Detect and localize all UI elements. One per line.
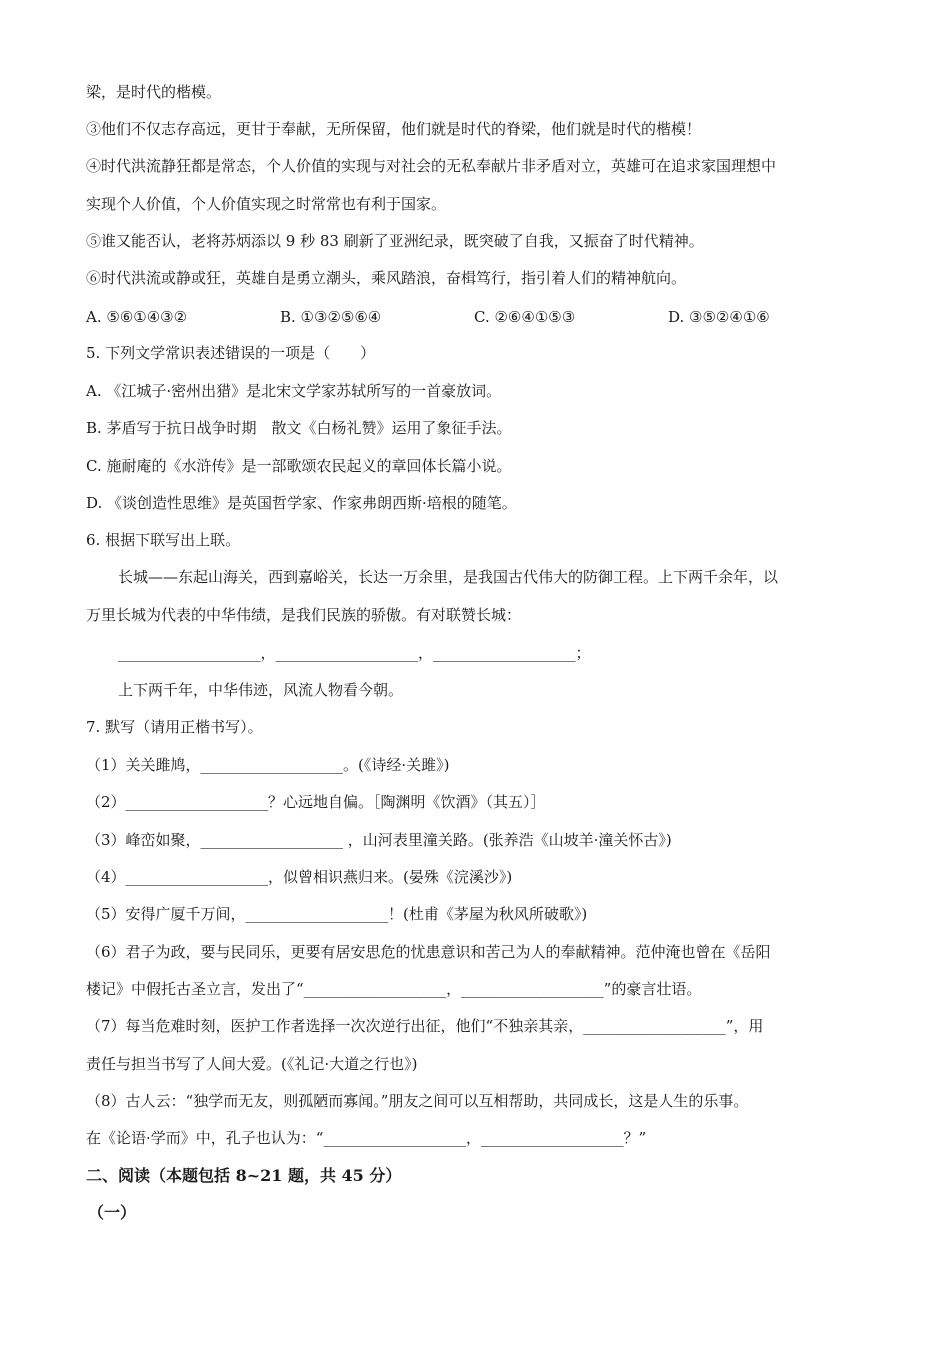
q7-item-4: （4）___________________，似曾相识燕归来。(晏殊《浣溪沙》) [86,868,513,886]
q4-option-a: A. ⑤⑥①④③② [86,308,188,326]
q7-item-7a: （7）每当危难时刻，医护工作者选择一次次逆行出征，他们“不独亲其亲，___________________”，用 [86,1017,764,1035]
section-subtitle: （一） [88,1203,137,1222]
passage-line-4b: 实现个人价值，个人价值实现之时常常也有利于国家。 [86,195,447,213]
q5-option-a: A. 《江城子·密州出猎》是北宋文学家苏轼所写的一首豪放词。 [86,382,502,400]
section-title: 二、阅读（本题包括 8~21 题，共 45 分） [86,1166,402,1185]
q6-lower-couplet: 上下两千年，中华伟迹，风流人物看今朝。 [118,681,404,699]
q4-option-c: C. ②⑥④①⑤③ [474,308,576,326]
passage-line-6: ⑥时代洪流或静或狂，英雄自是勇立潮头，乘风踏浪，奋楫笃行，指引着人们的精神航向。 [86,269,687,287]
q5-option-b: B. 茅盾写于抗日战争时期 散文《白杨礼赞》运用了象征手法。 [86,419,512,437]
q7-item-2: （2）___________________？心远地自偏。［陶渊明《饮酒》（其五）］ [86,793,546,811]
q7-item-5: （5）安得广厦千万间，___________________！(杜甫《茅屋为秋风所破歌》) [86,905,588,923]
q7-item-8b: 在《论语·学而》中，孔子也认为：“___________________，___________________？” [86,1129,647,1147]
q7-item-7b: 责任与担当书写了人间大爱。(《礼记·大道之行也》) [86,1055,418,1073]
q7-item-1: （1）关关雎鸠，___________________。(《诗经·关雎》) [86,756,450,774]
q5-stem: 5. 下列文学常识表述错误的一项是（ ） [86,344,376,362]
q7-item-8a: （8）古人云：“独学而无友，则孤陋而寡闻。”朋友之间可以互相帮助，共同成长，这是人生的乐事。 [86,1092,749,1110]
q6-answer-blanks[interactable]: ___________________，___________________，___________________； [118,644,591,662]
q7-item-6b: 楼记》中假托古圣立言，发出了“___________________，___________________”的豪言壮语。 [86,980,702,998]
q7-item-6a: （6）君子为政，要与民同乐，更要有居安思危的忧患意识和苦己为人的奉献精神。范仲淹也曾在《岳阳 [86,943,771,961]
passage-line-3: ③他们不仅志存高远，更甘于奉献，无所保留，他们就是时代的脊梁，他们就是时代的楷模！ [86,120,702,138]
q6-stem: 6. 根据下联写出上联。 [86,531,241,549]
passage-line-4a: ④时代洪流静狂都是常态，个人价值的实现与对社会的无私奉献片非矛盾对立，英雄可在追求家国理想中 [86,157,777,175]
q4-option-d: D. ③⑤②④①⑥ [668,308,770,326]
q7-item-3: （3）峰峦如聚，___________________ ，山河表里潼关路。(张养浩《山坡羊·潼关怀古》) [86,831,672,849]
q5-option-c: C. 施耐庵的《水浒传》是一部歌颂农民起义的章回体长篇小说。 [86,457,512,475]
q4-option-b: B. ①③②⑤⑥④ [280,308,382,326]
q6-paragraph-2: 万里长城为代表的中华伟绩，是我们民族的骄傲。有对联赞长城： [86,606,522,624]
q7-stem: 7. 默写（请用正楷书写）。 [86,718,263,736]
passage-line-1: 梁，是时代的楷模。 [86,83,222,101]
q6-paragraph-1: 长城——东起山海关，西到嘉峪关，长达一万余里，是我国古代伟大的防御工程。上下两千余年，以 [118,568,779,586]
passage-line-5: ⑤谁又能否认，老将苏炳添以 9 秒 83 刷新了亚洲纪录，既突破了自我，又振奋了时代精神。 [86,232,704,250]
q5-option-d: D. 《谈创造性思维》是英国哲学家、作家弗朗西斯·培根的随笔。 [86,494,517,512]
